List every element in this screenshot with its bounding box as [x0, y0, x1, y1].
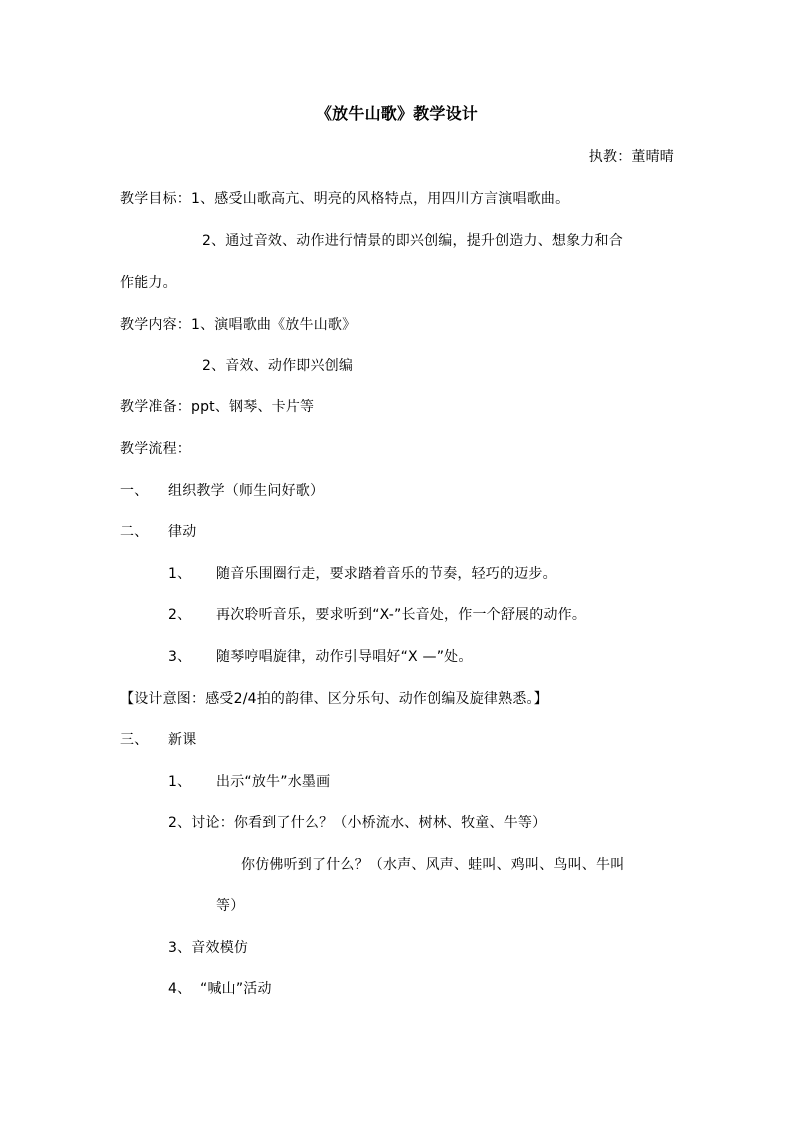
section-2-item-2-num: 2、 [168, 607, 192, 623]
content-line-1 [120, 315, 356, 335]
section-3-num: 三、 [120, 732, 149, 748]
author-line: 执教：董晴晴 [588, 149, 674, 165]
section-3-item-4 [168, 979, 272, 999]
design-intent: 【设计意图：感受2/4拍的韵律、区分乐句、动作创编及旋律熟悉。】 [120, 691, 548, 707]
section-2-num: 二、 [120, 524, 149, 540]
section-3 [120, 730, 196, 750]
section-3-item-4-num: 4、 [168, 981, 192, 997]
document-title: 《放牛山歌》教学设计 [315, 104, 478, 123]
section-3-item-1-text: 出示“放牛”水墨画 [216, 774, 331, 790]
section-3-item-1 [168, 772, 330, 792]
section-2 [120, 522, 196, 542]
section-3-item-2: 2、讨论：你看到了什么？（小桥流水、树林、牧童、牛等） [168, 815, 547, 831]
content-item-1: 1、演唱歌曲《放牛山歌》 [191, 317, 357, 333]
section-2-text: 律动 [168, 524, 197, 540]
section-1-text: 组织教学（师生问好歌） [168, 483, 325, 499]
goals-line-1 [120, 189, 569, 209]
section-1-num: 一、 [120, 483, 149, 499]
section-2-item-1 [168, 564, 557, 584]
section-3-item-2-sub-cont: 等） [216, 898, 245, 914]
prep-line: 教学准备：ppt、钢琴、卡片等 [120, 399, 315, 415]
content-item-2: 2、音效、动作即兴创编 [202, 358, 354, 374]
section-3-item-3: 3、音效模仿 [168, 940, 249, 956]
section-2-item-2 [168, 605, 586, 625]
content-label: 教学内容： [120, 317, 191, 333]
section-2-item-3 [168, 647, 473, 667]
section-2-item-3-num: 3、 [168, 649, 192, 665]
goal-item-1: 1、感受山歌高亢、明亮的风格特点，用四川方言演唱歌曲。 [191, 191, 570, 207]
section-2-item-3-text: 随琴哼唱旋律，动作引导唱好“X —”处。 [216, 649, 473, 665]
goal-item-2: 2、通过音效、动作进行情景的即兴创编，提升创造力、想象力和合 [202, 233, 623, 249]
flow-label: 教学流程： [120, 441, 191, 457]
section-1 [120, 481, 324, 501]
goal-item-2-cont: 作能力。 [120, 275, 177, 291]
section-3-item-4-text: “喊山”活动 [200, 981, 272, 997]
section-3-text: 新课 [168, 732, 197, 748]
section-2-item-1-text: 随音乐围圈行走，要求踏着音乐的节奏，轻巧的迈步。 [216, 566, 557, 582]
goals-label: 教学目标： [120, 191, 191, 207]
section-2-item-2-text: 再次聆听音乐，要求听到“X-”长音处，作一个舒展的动作。 [216, 607, 587, 623]
section-2-item-1-num: 1、 [168, 566, 192, 582]
section-3-item-2-sub: 你仿佛听到了什么？（水声、风声、蛙叫、鸡叫、鸟叫、牛叫 [241, 857, 625, 873]
section-3-item-1-num: 1、 [168, 774, 192, 790]
